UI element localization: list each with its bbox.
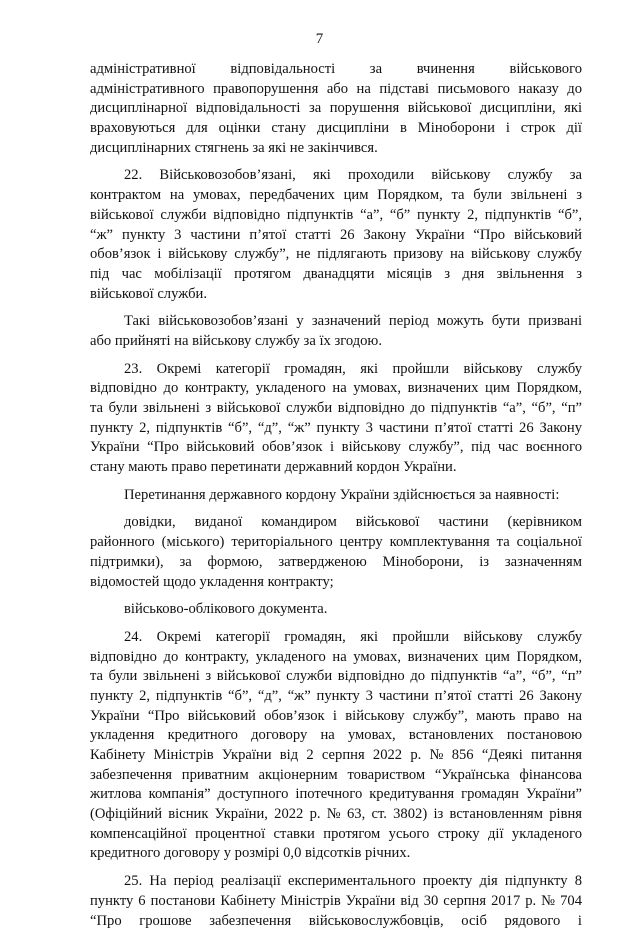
paragraph-23d (90, 600, 582, 620)
paragraph-23c (90, 513, 582, 592)
text-line: дисциплінарної відповідальності за порушення військової дисципліни, які (90, 100, 582, 117)
text-line: 24. Окремі категорії громадян, які пройшли військову службу (124, 628, 582, 645)
text-line: підтримки), за формою, затвердженою Міноборони, із зазначенням (90, 553, 582, 570)
text-line: пункту 2, підпунктів “б”, “д”, “ж” пункту 3 частини п’ятої статті 26 Закону (90, 419, 582, 436)
text-line: враховуються для оцінки стану дисципліни в Міноборони і строк дії (90, 120, 582, 137)
text-line: відповідно до контракту, укладеного на умовах, визначених цим Порядком, (90, 380, 582, 397)
text-line: військової служби. (90, 285, 207, 302)
text-line: житлова компанія” доступного іпотечного кредитування громадян України” (90, 786, 582, 803)
text-line: (Офіційний вісник України, 2022 р. № 63, ст. 3802) із встановленням рівня (90, 806, 582, 823)
text-line: Кабінету Міністрів України від 2 серпня 2022 р. № 856 “Деякі питання (90, 747, 582, 763)
text-line: компенсаційної процентної ставки протягом усього строку дії укладеного (90, 825, 582, 842)
text-line: адміністративного правопорушення або на підставі письмового наказу до (90, 80, 582, 97)
text-line: контрактом на умовах, передбачених цим Порядком, та були звільнені з (90, 187, 582, 204)
text-line: дисциплінарних стягнень за які не закінчився. (90, 139, 378, 156)
text-line: або прийняті на військову службу за їх згодою. (90, 332, 382, 349)
text-line: районного (міського) територіального центру комплектування та соціальної (90, 534, 582, 551)
text-line: пункту 6 постанови Кабінету Міністрів України від 30 серпня 2017 р. № 704 (90, 892, 582, 909)
paragraph-22 (90, 166, 582, 304)
text-line: відповідно до контракту, укладеного на умовах, визначених цим Порядком, (90, 648, 582, 665)
text-line: забезпечення приватним акціонерним товариством “Українська фінансова (90, 766, 582, 783)
text-line: та були звільнені з військової служби відповідно до підпунктів “а”, “б”, “п” (90, 400, 582, 416)
text-line: України “Про військовий обов’язок і військову службу”, під час воєнного (90, 439, 582, 456)
text-line: 23. Окремі категорії громадян, які пройшли військову службу (124, 360, 582, 377)
text-line: Такі військовозобов’язані у зазначений період можуть бути призвані (124, 313, 582, 330)
text-line: довідки, виданої командиром військової частини (керівником (124, 514, 582, 531)
paragraph-22b (90, 312, 582, 351)
text-line: військово-облікового документа. (124, 601, 328, 618)
text-line: Перетинання державного кордону України здійснюється за наявності: (124, 486, 560, 503)
text-line: “ж” пункту 3 частини п’ятої статті 26 Закону України “Про військовий (90, 226, 582, 243)
paragraph-23b (90, 486, 582, 506)
text-line: 25. На період реалізації експериментального проекту дія підпункту 8 (124, 873, 582, 890)
text-line: військової служби відповідно підпунктів “а”, “б” пункту 2, підпунктів “б”, (90, 206, 582, 223)
text-line: та були звільнені з військової служби відповідно до підпунктів “а”, “б”, “п” (90, 668, 582, 685)
page-number: 7 (315, 31, 324, 47)
text-line: відомостей щодо укладення контракту; (90, 573, 334, 590)
text-line: України “Про військовий обов’язок і військову службу”, мають право на (90, 707, 582, 724)
text-line: пункту 2, підпунктів “б”, “д”, “ж” пункту 3 частини п’ятої статті 26 Закону (90, 687, 582, 704)
text-line: під час мобілізації протягом дванадцяти місяців з дня звільнення з (90, 265, 582, 282)
text-line: адміністративної відповідальності за вчинення військового (90, 61, 582, 77)
document-body (90, 60, 582, 939)
text-line: кредитного договору у розмірі 0,0 відсотків річних. (90, 845, 411, 862)
paragraph-25 (90, 872, 582, 931)
paragraph-23 (90, 360, 582, 478)
text-line: стану мають право перетинати державний кордон України. (90, 459, 457, 476)
text-line: “Про грошове забезпечення військовослужбовців, осіб рядового і (90, 912, 582, 929)
text-line: 22. Військовозобов’язані, які проходили військову службу за (124, 167, 582, 184)
text-line: укладення кредитного договору на умовах, встановлених постановою (90, 727, 582, 744)
text-line: обов’язок і військову службу”, не підлягають призову на військову службу (90, 246, 582, 263)
paragraph-24 (90, 628, 582, 864)
paragraph-cont (90, 60, 582, 158)
